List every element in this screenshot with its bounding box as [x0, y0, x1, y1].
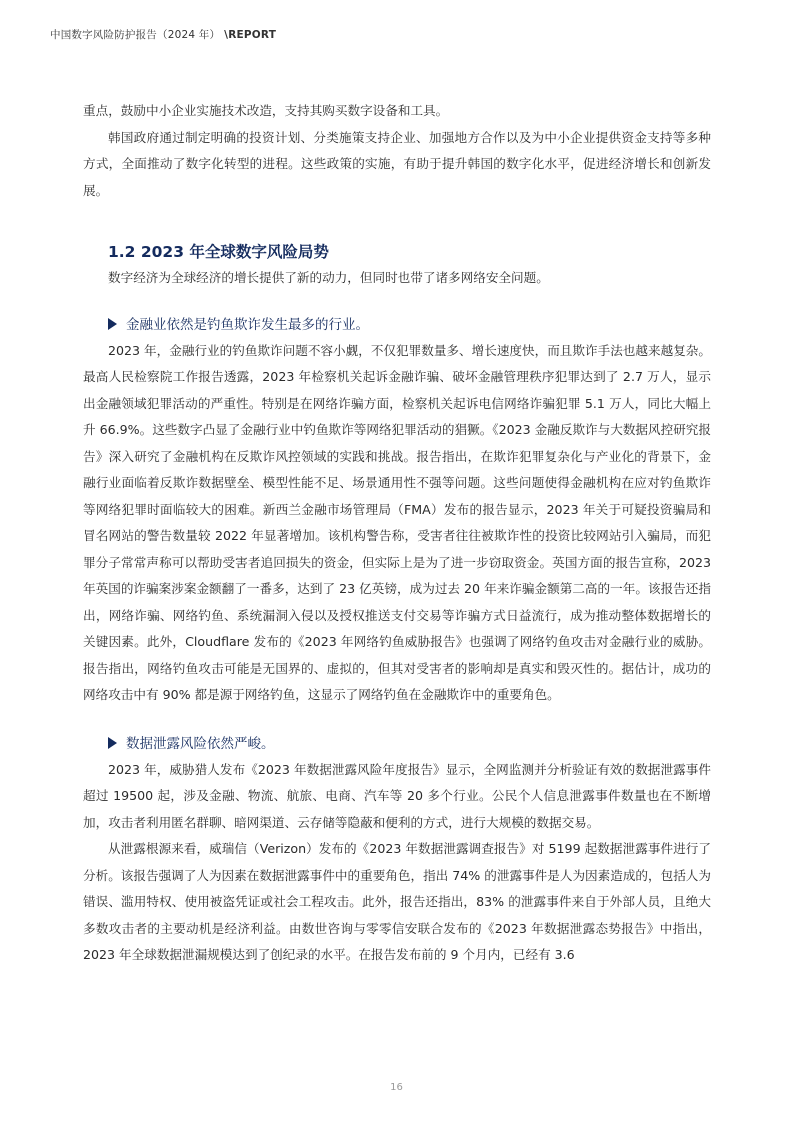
header-report-label: REPORT	[228, 29, 277, 41]
triangle-bullet-icon	[108, 318, 117, 330]
page-content	[83, 98, 711, 969]
subheading-finance-text: 金融业依然是钓鱼欺诈发生最多的行业。	[126, 316, 369, 333]
paragraph-finance: 2023 年，金融行业的钓鱼欺诈问题不容小觑，不仅犯罪数量多、增长速度快，而且欺诈手法也越来越复杂。最高人民检察院工作报告透露，2023 年检察机关起诉金融诈骗、破坏金融管理秩序犯罪达到了 2.7 万人，显示出金融领域犯罪活动的严重性。特别是在网络诈骗方面，检察机关起诉电信网络诈骗犯罪 5.1 万人，同比大幅上升 66.9%。这些数字凸显了金融行业中钓鱼欺诈等网络犯罪活动的猖獗。《2023 金融反欺诈与大数据风控研究报告》深入研究了金融机构在反欺诈风控领域的实践和挑战。报告指出，在欺诈犯罪复杂化与产业化的背景下，金融行业面临着反欺诈数据壁垒、模型性能不足、场景通用性不强等问题。这些问题使得金融机构在应对钓鱼欺诈等网络犯罪时面临较大的困难。新西兰金融市场管理局（FMA）发布的报告显示，2023 年关于可疑投资骗局和冒名网站的警告数量较 2022 年显著增加。该机构警告称，受害者往往被欺诈性的投资比较网站引入骗局，而犯罪分子常常声称可以帮助受害者追回损失的资金，但实际上是为了进一步窃取资金。英国方面的报告宣称，2023 年英国的诈骗案涉案金额翻了一番多，达到了 23 亿英镑，成为过去 20 年来诈骗金额第二高的一年。该报告还指出，网络诈骗、网络钓鱼、系统漏洞入侵以及授权推送支付交易等诈骗方式日益流行，成为推动整体数据增长的关键因素。此外，Cloudflare 发布的《2023 年网络钓鱼威胁报告》也强调了网络钓鱼攻击对金融行业的威胁。报告指出，网络钓鱼攻击可能是无国界的、虚拟的，但其对受害者的影响却是真实和毁灭性的。据估计，成功的网络攻击中有 90% 都是源于网络钓鱼，这显示了网络钓鱼在金融欺诈中的重要角色。	[83, 342, 711, 702]
paragraph-data-leak-2: 从泄露根源来看，威瑞信（Verizon）发布的《2023 年数据泄露调查报告》对 5199 起数据泄露事件进行了分析。该报告强调了人为因素在数据泄露事件中的重要角色，指出 74% 的泄露事件是人为因素造成的，包括人为错误、滥用特权、使用被盗凭证或社会工程攻击。此外，报告还指出，83% 的泄露事件来自于外部人员，且绝大多数攻击者的主要动机是经济利益。由数世咨询与零零信安联合发布的《2023 年数据泄露态势报告》中指出，2023 年全球数据泄漏规模达到了创纪录的水平。在报告发布前的 9 个月内，已经有 3.6	[83, 841, 712, 962]
subheading-data-leak-text: 数据泄露风险依然严峻。	[126, 735, 275, 752]
header-separator: \	[224, 29, 229, 41]
section-lead-paragraph: 数字经济为全球经济的增长提供了新的动力，但同时也带了诸多网络安全问题。	[108, 270, 549, 285]
header-title: 中国数字风险防护报告（2024 年）	[50, 29, 221, 41]
section-heading: 1.2 2023 年全球数字风险局势	[108, 243, 329, 261]
paragraph-continued: 重点，鼓励中小企业实施技术改造，支持其购买数字设备和工具。	[83, 103, 449, 118]
page-number: 16	[390, 1082, 403, 1093]
running-header	[50, 27, 276, 42]
paragraph-data-leak-1: 2023 年，威胁猎人发布《2023 年数据泄露风险年度报告》显示，全网监测并分析验证有效的数据泄露事件超过 19500 起，涉及金融、物流、航旅、电商、汽车等 20 多个行业。公民个人信息泄露事件数量也在不断增加，攻击者利用匿名群聊、暗网渠道、云存储等隐蔽和便利的方式，进行大规模的数据交易。	[83, 761, 711, 830]
paragraph-korea-policy: 韩国政府通过制定明确的投资计划、分类施策支持企业、加强地方合作以及为中小企业提供资金支持等多种方式，全面推动了数字化转型的进程。这些政策的实施，有助于提升韩国的数字化水平，促进经济增长和创新发展。	[83, 129, 711, 198]
subheading-finance	[108, 312, 711, 338]
triangle-bullet-icon	[108, 737, 117, 749]
subheading-data-leak	[108, 731, 711, 757]
